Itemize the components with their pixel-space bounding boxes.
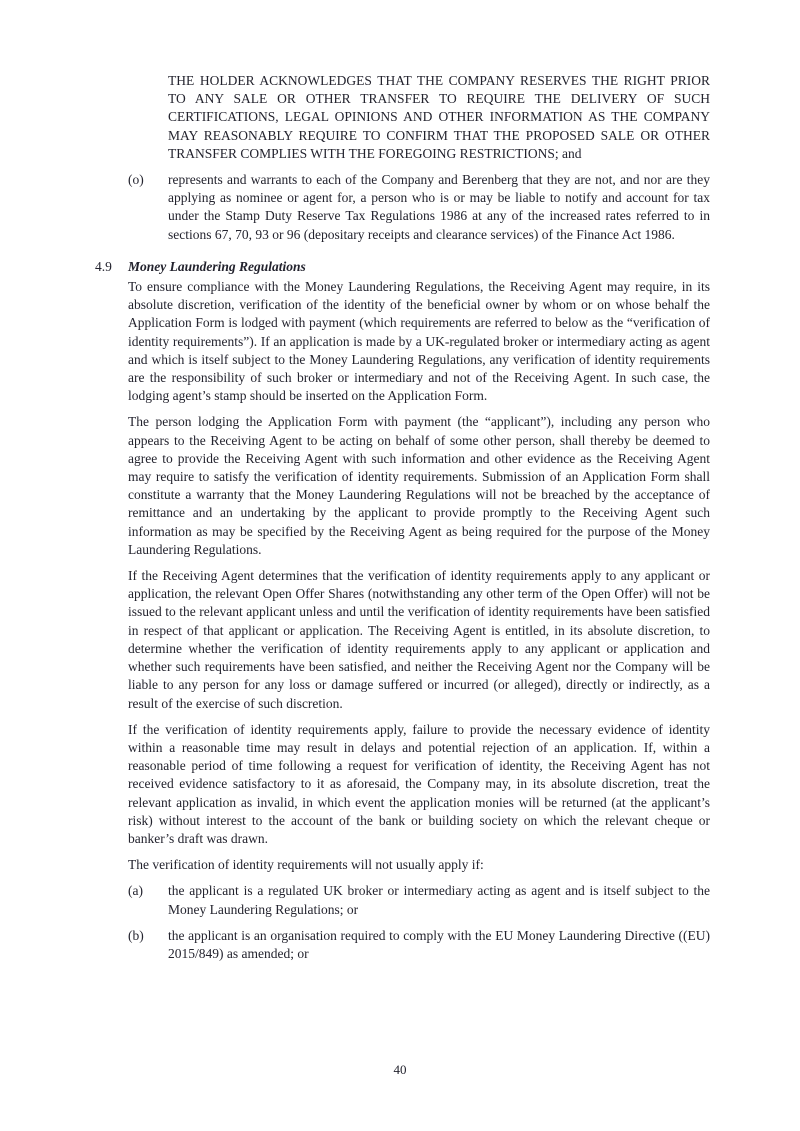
caps-clause-paragraph: THE HOLDER ACKNOWLEDGES THAT THE COMPANY RESERVES THE RIGHT PRIOR TO ANY SALE OR OTHER TRANSFER TO REQUIRE THE DELIVERY OF SUCH CERTIFICATIONS, LEGAL OPINIONS AND OTHER INFORMATION AS THE COMPANY MAY REASONABLY REQUIRE TO CONFIRM THAT THE PROPOSED SALE OR OTHER TRANSFER COMPLIES WITH THE FOREGOING RESTRICTIONS; and bbox=[168, 73, 710, 161]
clause-marker-o: (o) bbox=[128, 172, 144, 188]
clause-item-b bbox=[128, 927, 710, 963]
clause-marker-a: (a) bbox=[128, 883, 143, 899]
body-paragraph: If the verification of identity requirements apply, failure to provide the necessary evidence of identity within a reasonable time may result in delays and potential rejection of an application. If, within a reasonable period of time following a request for verification of identity, the Receiving Agent has not received evidence satisfactory to it as aforesaid, the Company may, in its absolute discretion, treat the relevant application as invalid, in which event the application monies will be returned (at the applicant’s risk) without interest to the account of the bank or building society on which the relevant cheque or banker’s draft was drawn. bbox=[128, 721, 710, 846]
body-paragraph: If the Receiving Agent determines that the verification of identity requirements apply to any applicant or application, the relevant Open Offer Shares (notwithstanding any other term of the Open Offer) will not be issued to the relevant applicant unless and until the verification of identity requirements have been satisfied in respect of that applicant or application. The Receiving Agent is entitled, in its absolute discretion, to determine whether the verification of identity requirements apply to any applicant or application and whether such requirements have been satisfied, and neither the Receiving Agent nor the Company will be liable to any person for any loss or damage suffered or incurred (or alleged), directly or indirectly, as a result of the exercise of such discretion. bbox=[128, 568, 710, 711]
clause-text-o: represents and warrants to each of the Company and Berenberg that they are not, and nor are they applying as nominee or agent for, a person who is or may be liable to notify and account for tax under the Stamp Duty Reserve Tax Regulations 1986 at any of the increased rates referred to in sections 67, 70, 93 or 96 (depositary receipts and clearance services) of the Finance Act 1986. bbox=[168, 172, 710, 242]
clause-marker-b: (b) bbox=[128, 927, 144, 943]
clause-text-a: the applicant is a regulated UK broker or intermediary acting as agent and is itself subject to the Money Laundering Regulations; or bbox=[168, 883, 710, 917]
section-title: Money Laundering Regulations bbox=[128, 258, 306, 274]
body-paragraph: The person lodging the Application Form with payment (the “applicant”), including any person who appears to the Receiving Agent to be acting on behalf of some other person, shall thereby be deemed to agree to provide the Receiving Agent with such information and other evidence as the Receiving Agent may require to satisfy the verification of identity requirements. Submission of an Application Form shall constitute a warranty that the Money Laundering Regulations will not be breached by the acceptance of remittance and an undertaking by the applicant to provide promptly to the Receiving Agent such information as may be specified by the Receiving Agent as being required for the purpose of the Money Laundering Regulations. bbox=[128, 414, 710, 557]
clause-text-b: the applicant is an organisation required to comply with the EU Money Laundering Directive ((EU) 2015/849) as amended; or bbox=[168, 927, 710, 961]
page-number: 40 bbox=[393, 1062, 407, 1077]
list-intro-paragraph: The verification of identity requirements will not usually apply if: bbox=[128, 857, 484, 873]
clause-item-a bbox=[128, 882, 710, 918]
body-paragraph: To ensure compliance with the Money Laundering Regulations, the Receiving Agent may require, in its absolute discretion, verification of the identity of the beneficial owner by whom or on whose behalf the Application Form is lodged with payment (which requirements are referred to below as the “verification of identity requirements”). If an application is made by a UK-regulated broker or intermediary acting as agent and which is itself subject to the Money Laundering Regulations, any verification of identity requirements are the responsibility of such broker or intermediary and not of the Receiving Agent. In such case, the lodging agent’s stamp should be inserted on the Application Form. bbox=[128, 279, 710, 404]
clause-item-o bbox=[128, 171, 710, 244]
section-number: 4.9 bbox=[95, 258, 112, 274]
section-heading bbox=[95, 258, 710, 276]
